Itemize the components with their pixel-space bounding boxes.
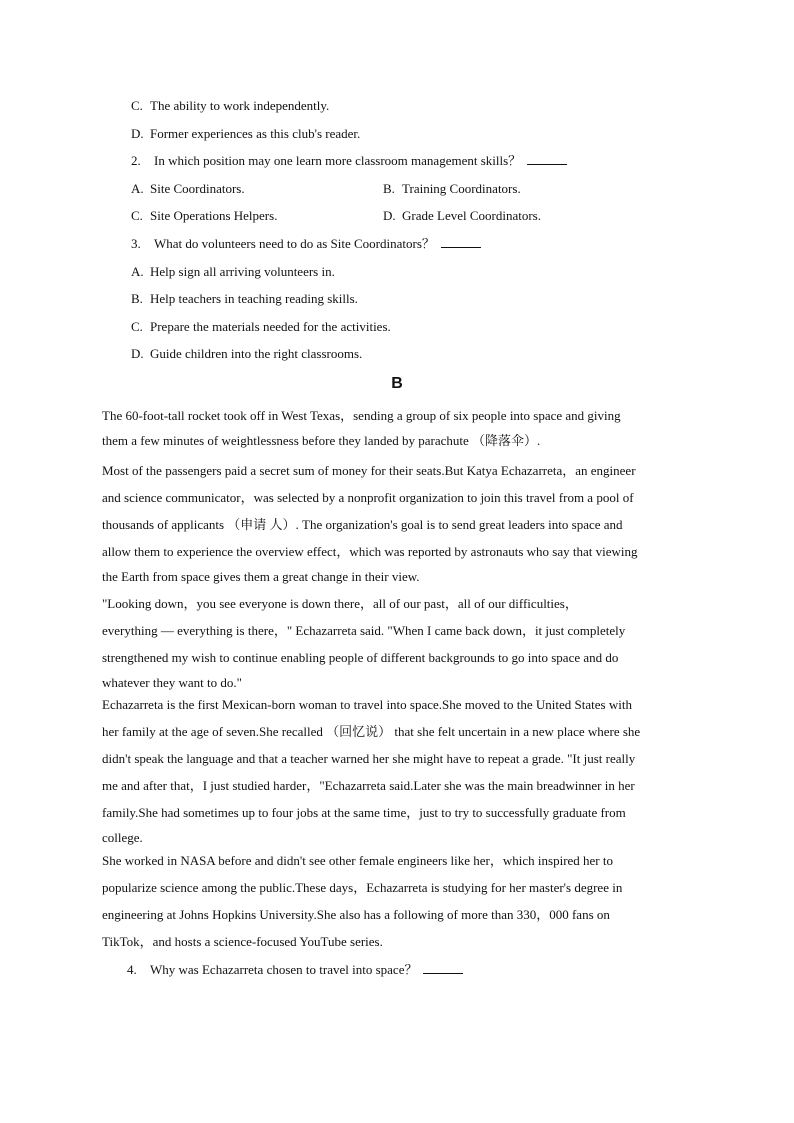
option-text: Training Coordinators. xyxy=(402,181,521,196)
option-label: D. xyxy=(131,126,144,141)
passage-paragraph-2 xyxy=(102,457,692,589)
question-number: 2. xyxy=(131,153,141,168)
option-text: Site Operations Helpers. xyxy=(150,208,278,223)
passage-line: allow them to experience the overview effect，which was reported by astronauts who say that viewing xyxy=(102,544,638,559)
q3-option-c xyxy=(131,318,391,336)
option-text: Prepare the materials needed for the activities. xyxy=(150,319,391,334)
option-text: Guide children into the right classrooms. xyxy=(150,346,363,361)
option-label: A. xyxy=(131,264,144,279)
passage-line: whatever they want to do." xyxy=(102,675,242,690)
passage-paragraph-5 xyxy=(102,847,692,955)
q2-option-c xyxy=(131,207,277,225)
passage-line: the Earth from space gives them a great change in their view. xyxy=(102,569,420,584)
option-text: Help teachers in teaching reading skills. xyxy=(150,291,358,306)
option-label: C. xyxy=(131,208,143,223)
passage-line: The 60-foot-tall rocket took off in West Texas，sending a group of six people into space and giving xyxy=(102,408,621,423)
question-text: Why was Echazarreta chosen to travel into space？ xyxy=(150,962,418,977)
question-number: 4. xyxy=(127,962,137,977)
option-label: B. xyxy=(131,291,143,306)
q3-option-d xyxy=(131,345,362,363)
passage-line: She worked in NASA before and didn't see other female engineers like her，which inspired her to xyxy=(102,853,613,868)
q1-option-c xyxy=(131,97,329,115)
q3-option-a xyxy=(131,263,335,281)
option-label: D. xyxy=(131,346,144,361)
option-text: Former experiences as this club's reader. xyxy=(150,126,361,141)
section-heading: B xyxy=(391,375,403,392)
answer-blank[interactable] xyxy=(423,961,463,974)
q3-option-b xyxy=(131,290,358,308)
passage-line: and science communicator，was selected by a nonprofit organization to join this travel from a pool of xyxy=(102,490,634,505)
passage-line: popularize science among the public.These days，Echazarreta is studying for her master's degree in xyxy=(102,880,623,895)
option-text: Grade Level Coordinators. xyxy=(402,208,541,223)
question-2 xyxy=(131,152,567,170)
passage-line: TikTok，and hosts a science-focused YouTube series. xyxy=(102,934,383,949)
passage-paragraph-3 xyxy=(102,590,692,695)
passage-line: family.She had sometimes up to four jobs at the same time，just to try to successfully graduate from xyxy=(102,805,626,820)
q2-option-b xyxy=(383,180,521,198)
option-text: Help sign all arriving volunteers in. xyxy=(150,264,335,279)
q1-option-d xyxy=(131,125,360,143)
passage-line: Echazarreta is the first Mexican-born woman to travel into space.She moved to the United States with xyxy=(102,697,632,712)
question-text: What do volunteers need to do as Site Coordinators？ xyxy=(154,236,435,251)
passage-line: them a few minutes of weightlessness before they landed by parachute （降落伞）. xyxy=(102,433,541,448)
q2-option-a xyxy=(131,180,245,198)
option-label: A. xyxy=(131,181,144,196)
passage-line: thousands of applicants （申请 人）. The organization's goal is to send great leaders into space and xyxy=(102,517,623,532)
question-3 xyxy=(131,235,481,253)
option-text: The ability to work independently. xyxy=(150,98,330,113)
question-text: In which position may one learn more classroom management skills？ xyxy=(154,153,522,168)
passage-line: college. xyxy=(102,830,143,845)
passage-line: "Looking down，you see everyone is down there，all of our past，all of our difficulties， xyxy=(102,596,578,611)
question-4 xyxy=(127,961,463,979)
passage-line: didn't speak the language and that a teacher warned her she might have to repeat a grade. "It just really xyxy=(102,751,636,766)
passage-line: me and after that，I just studied harder，"Echazarreta said.Later she was the main breadwinner in her xyxy=(102,778,635,793)
passage-paragraph-1 xyxy=(102,402,692,453)
passage-line: everything — everything is there，" Echazarreta said. "When I came back down，it just completely xyxy=(102,623,626,638)
answer-blank[interactable] xyxy=(527,152,567,165)
option-label: C. xyxy=(131,98,143,113)
passage-line: engineering at Johns Hopkins University.She also has a following of more than 330，000 fans on xyxy=(102,907,610,922)
question-number: 3. xyxy=(131,236,141,251)
option-text: Site Coordinators. xyxy=(150,181,245,196)
passage-paragraph-4 xyxy=(102,691,692,850)
passage-line: strengthened my wish to continue enabling people of different backgrounds to go into space and do xyxy=(102,650,619,665)
passage-line: her family at the age of seven.She recalled （回忆说） that she felt uncertain in a new place where she xyxy=(102,724,641,739)
q2-option-d xyxy=(383,207,541,225)
answer-blank[interactable] xyxy=(441,235,481,248)
passage-line: Most of the passengers paid a secret sum of money for their seats.But Katya Echazarreta，an engineer xyxy=(102,463,636,478)
option-label: B. xyxy=(383,181,395,196)
option-label: D. xyxy=(383,208,396,223)
option-label: C. xyxy=(131,319,143,334)
